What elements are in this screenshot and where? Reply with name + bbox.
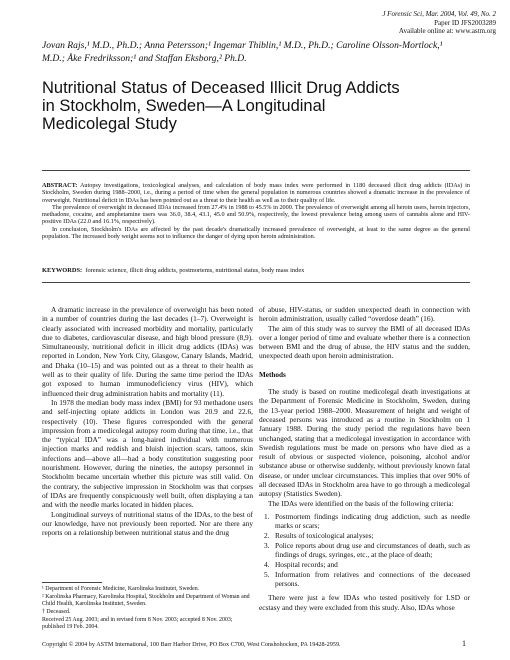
body-paragraph: of abuse, HIV-status, or sudden unexpected death in connection with heroin administration, usually called “overdose death” (16). (259, 305, 470, 324)
title-divider (42, 170, 470, 171)
section-heading-methods: Methods (259, 370, 286, 379)
body-paragraph: There were just a few IDAs who tested positively for LSD or ecstasy and they were excluded from this study. Also, IDAs whose (259, 593, 470, 612)
list-item: 1. Postmortem findings indicating drug addiction, such as needle marks or scars; (264, 511, 470, 531)
author-line: M.D.; Åke Fredriksson;¹ and Staffan Eksborg,² Ph.D. (42, 53, 247, 64)
copyright-line: Copyright © 2004 by ASTM International, 100 Barr Harbor Drive, PO Box C700, West Conshohocken, PA 19428-2959. (42, 641, 341, 648)
list-item: 3. Police reports about drug use and circumstances of death, such as findings of drugs, syringes, etc., at the place of death; (264, 540, 470, 560)
body-paragraph: The IDAs were identified on the basis of the following criteria: (268, 498, 454, 508)
list-item: 5. Information from relatives and connections of the deceased persons. (264, 569, 470, 589)
footnote: ¹ Department of Forensic Medicine, Karolinska Institutet, Sweden. (42, 586, 200, 592)
list-item: 4. Hospital records; and (264, 559, 338, 569)
body-paragraph: A dramatic increase in the prevalence of overweight has been noted in a number of countries during the last decades (1–7). Overweight is clearly associated with increased morbidity and mortality, particularly due to diabetes, cardiovascular disease, and high blood pressure (8,9). Simultaneously, nutritional deficit in illicit drug addicts (IDAs) was reported in London, New York City, Glasgow, Canary Islands, Madrid, and Dhaka (10–15) and was pointed out as a threat to their health as well as to their quality of life. During the same time period the IDAs got exposed to human immunodeficiency virus (HIV), which influenced their drug administration habits and mortality (11). (42, 305, 253, 398)
body-paragraph: The study is based on routine medicolegal death investigations at the Department of Forensic Medicine in Stockholm, Sweden, during the 13-year period 1988–2000. Measurement of height and weight of deceased persons was introduced as a routine in Stockholm on 1 January 1988. During the study period the regulations have been unchanged, stating that a medicolegal investigation in accordance with Swedish regulations must be made on persons who have died as a result of obvious or suspected violence, poisoning, alcohol and/or substance abuse or otherwise suddenly, without previously known fatal disease, or under unclear circumstances. This implies that over 90% of all deceased IDAs in Stockholm area have to go through a medicolegal autopsy (Statistics Sweden). (259, 387, 470, 499)
article-title (42, 79, 462, 133)
criteria-list (259, 512, 470, 588)
footnote: ² Karolinska Pharmacy, Karolinska Hospital, Stockholm and Department of Woman and Child Health, Karolinska Institutet, Sweden. (42, 594, 250, 607)
keywords-label: KEYWORDS: (42, 267, 83, 274)
right-column (259, 305, 470, 612)
author-list (42, 39, 462, 65)
body-paragraph: Longitudinal surveys of nutritional status of the IDAs, to the best of our knowledge, have not previously been reported. Nor are there any reports on a relationship between nutritional status and the drug (42, 509, 253, 538)
body-paragraph: In 1978 the median body mass index (BMI) for 93 methadone users and self-injecting opiate addicts in London was 20.9 and 22.6, respectively (10). These figures corresponded with the general impression from a medicolegal autopsy room during that time, i.e., that the “typical IDA” was a long-haired individual with numerous injection marks and reddish and bluish injection scars, tattoos, skin infections and—above all—had a body constitution suggesting poor nourishment. However, during the nineties, the autopsy personnel in Stockholm became uncertain whether this picture was still valid. On the contrary, the subjective impression in Stockholm was that corpses of IDAs are frequently conspicuously well built, often displaying a tan and with the needle marks located in hidden places. (42, 397, 253, 510)
keywords (42, 267, 470, 275)
title-line: Medicolegal Study (42, 115, 177, 133)
page-number: 1 (462, 639, 466, 648)
keywords-text: forensic science, illicit drug addicts, postmortems, nutritional status, body mass index (85, 267, 305, 274)
abstract-paragraph: In conclusion, Stockholm's IDAs are affected by the past decade's dramatically increased prevalence of overweight, at least to the same degree as the general population. The increased body weight seems not to influence the danger of dying upon heroin administration. (42, 225, 470, 241)
keywords-divider (42, 282, 470, 283)
title-line: in Stockholm, Sweden—A Longitudinal (42, 97, 326, 115)
journal-citation: J Forensic Sci, Mar. 2004, Vol. 49, No. 2 (382, 10, 496, 18)
author-line: Jovan Rajs,¹ M.D., Ph.D.; Anna Petersson;¹ Ingemar Thiblin,¹ M.D., Ph.D.; Caroline Olsson-Mortlock,¹ (42, 40, 443, 51)
footnotes (42, 586, 253, 632)
abstract (42, 182, 470, 240)
abstract-label: ABSTRACT: (42, 182, 78, 189)
footnote-divider (42, 582, 102, 583)
availability-note: Available online at: www.astm.org (398, 27, 496, 35)
body-paragraph: The aim of this study was to survey the BMI of all deceased IDAs over a longer period of time and evaluate whether there is a connection between BMI and the drug of abuse, the HIV status and the sudden, unexpected death upon heroin administration. (259, 323, 470, 361)
abstract-paragraph: Autopsy investigations, toxicological analyses, and calculation of body mass index were performed in 1180 deceased illicit drug addicts (IDAs) in Stockholm, Sweden during 1988–2000, i.e., during a period of time when the general population in numerous countries showed a dramatic increase in the prevalence of overweight. Nutritional deficit in IDAs has been pointed out as a threat to their health as well as to their quality of life. (42, 182, 470, 204)
footnote: Received 25 Aug. 2003; and in revised form 8 Nov. 2003; accepted 8 Nov. 2003; published 19 Feb. 2004. (42, 617, 233, 630)
journal-header (296, 10, 496, 36)
paper-id: Paper ID JFS2003289 (434, 18, 496, 27)
title-line: Nutritional Status of Deceased Illicit Drug Addicts (42, 79, 400, 97)
footnote: † Deceased. (42, 609, 71, 615)
abstract-paragraph: The prevalence of overweight in deceased IDAs increased from 27.4% in 1988 to 45.5% in 2000. The prevalence of overweight among all heroin users, heroin injectors, methadone, cocaine, and amphetamine users was 36.0, 38.4, 43.1, 45.0 and 50.9%, respectively, the lowest prevalence being among users of cannabis alone and HIV-positive IDAs (22.0 and 16.1%, respectively). (42, 203, 470, 226)
left-column (42, 305, 253, 537)
list-item: 2. Results of toxicological analyses; (264, 531, 374, 541)
